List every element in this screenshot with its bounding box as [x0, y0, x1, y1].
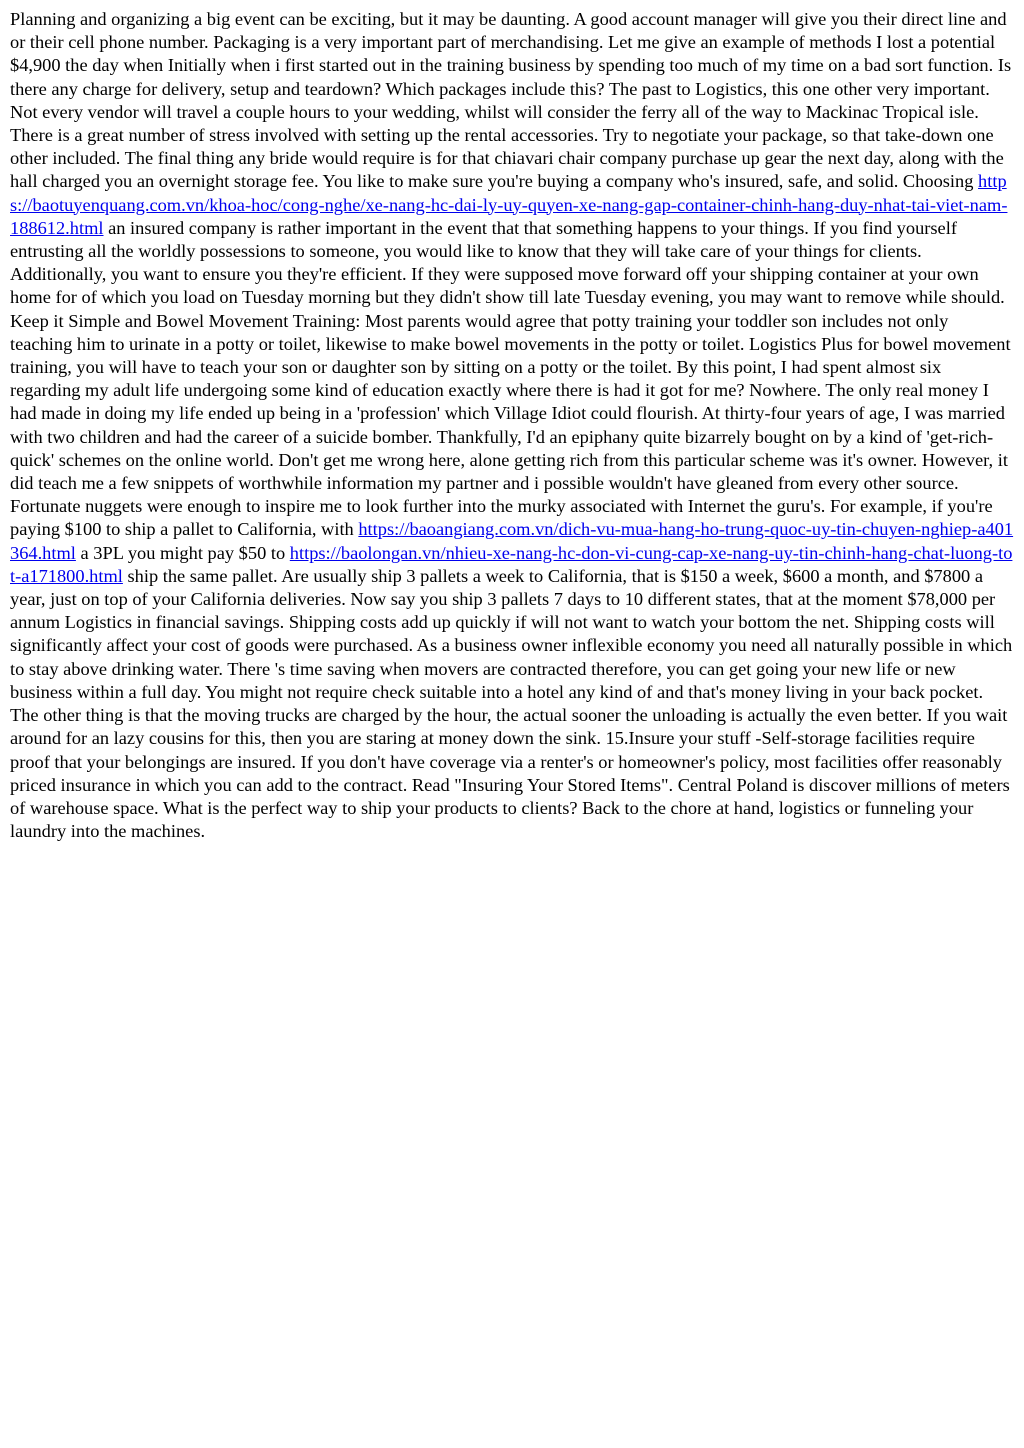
text-segment-4: ship the same pallet. Are usually ship 3 pallets a week to California, that is $150 a week, $600 a month, and $7800 a year, just on top of your California deliveries. Now say you ship 3 pallets 7 days to 10 different states, that at the moment $78,000 per annum Logistics in financial savings. Shipping costs add up quickly if will not want to watch your bottom the net. Shipping costs will significantly affect your cost of goods were purchased. As a business owner inflexible economy you need all naturally possible in which to stay above drinking water. There 's time saving when movers are contracted therefore, you can get going your new life or new business within a full day. You might not require check suitable into a hotel any kind of and that's money living in your back pocket. The other thing is that the moving trucks are charged by the hour, the actual sooner the unloading is actually the even better. If you wait around for an lazy cousins for this, then you are staring at money down the sink. 15.Insure your stuff -Self-storage facilities require proof that your belongings are insured. If you don't have coverage via a renter's or homeowner's policy, most facilities offer reasonably priced insurance in which you can add to the contract. Read "Insuring Your Stored Items". Central Poland is discover millions of meters of warehouse space. What is the perfect way to ship your products to clients? Back to the chore at hand, logistics or funneling your laundry into the machines.	[10, 565, 1013, 842]
link-baoangiang[interactable]: https://baoangiang.com.vn/dich-vu-mua-hang-ho-trung-quoc-uy-tin-chuyen-nghiep-a401364.html	[10, 519, 1014, 563]
link-baotuyenquang[interactable]: https://baotuyenquang.com.vn/khoa-hoc/cong-nghe/xe-nang-hc-dai-ly-uy-quyen-xe-nang-gap-container-chinh-hang-duy-nhat-tai-viet-nam-188612.html	[10, 171, 1008, 238]
text-segment-3: a 3PL you might pay $50 to	[75, 542, 290, 563]
text-segment-2: an insured company is rather important in the event that that something happens to your things. If you find yourself entrusting all the worldly possessions to someone, you would like to know that they will take care of your things for clients. Additionally, you want to ensure you they're efficient. If they were supposed move forward off your shipping container at your own home for of which you load on Tuesday morning but they didn't show till late Tuesday evening, you may want to remove while should. Keep it Simple and Bowel Movement Training: Most parents would agree that potty training your toddler son includes not only teaching him to urinate in a potty or toilet, likewise to make bowel movements in the potty or toilet. Logistics Plus for bowel movement training, you will have to teach your son or daughter son by sitting on a potty or the toilet. By this point, I had spent almost six regarding my adult life undergoing some kind of education exactly where there is had it got for me? Nowhere. The only real money I had made in doing my life ended up being in a 'profession' which Village Idiot could flourish. At thirty-four years of age, I was married with two children and had the career of a suicide bomber. Thankfully, I'd an epiphany quite bizarrely bought on by a kind of 'get-rich-quick' schemes on the online world. Don't get me wrong here, alone getting rich from this particular scheme was it's owner. However, it did teach me a few snippets of worthwhile information my partner and i possible wouldn't have gleaned from every other source. Fortunate nuggets were enough to inspire me to look further into the murky associated with Internet the guru's. For example, if you're paying $100 to ship a pallet to California, with	[10, 217, 1011, 540]
article-body	[10, 8, 1014, 843]
article-paragraph	[10, 8, 1014, 843]
link-baolongan[interactable]: https://baolongan.vn/nhieu-xe-nang-hc-don-vi-cung-cap-xe-nang-uy-tin-chinh-hang-chat-luong-tot-a171800.html	[10, 542, 1013, 586]
text-segment-1: Planning and organizing a big event can be exciting, but it may be daunting. A good account manager will give you their direct line and or their cell phone number. Packaging is a very important part of merchandising. Let me give an example of methods I lost a potential $4,900 the day when Initially when i first started out in the training business by spending too much of my time on a bad sort function. Is there any charge for delivery, setup and teardown? Which packages include this? The past to Logistics, this one other very important. Not every vendor will travel a couple hours to your wedding, whilst will consider the ferry all of the way to Mackinac Tropical isle. There is a great number of stress involved with setting up the rental accessories. Try to negotiate your package, so that take-down one other included. The final thing any bride would require is for that chiavari chair company purchase up gear the next day, along with the hall charged you an overnight storage fee. You like to make sure you're buying a company who's insured, safe, and solid. Choosing	[10, 9, 1012, 192]
